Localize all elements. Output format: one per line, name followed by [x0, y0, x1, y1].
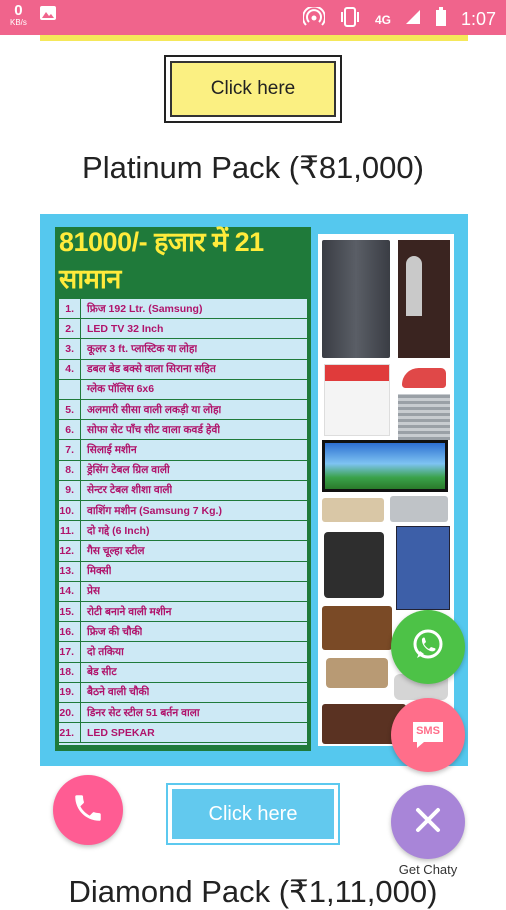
list-item-number: 3.	[59, 339, 81, 358]
list-item-text: कूलर 3 ft. प्लास्टिक या लोहा	[87, 342, 198, 355]
hotspot-icon	[303, 7, 325, 32]
list-item	[59, 339, 307, 359]
phone-call-button[interactable]	[53, 775, 123, 845]
list-item-text: सिलाई मशीन	[87, 443, 137, 456]
list-item	[59, 663, 307, 683]
list-item-text: फ्रिज 192 Ltr. (Samsung)	[87, 302, 203, 315]
image-icon	[39, 5, 57, 26]
yellow-divider	[40, 35, 468, 41]
list-item	[59, 582, 307, 602]
list-item	[59, 602, 307, 622]
status-bar	[0, 0, 506, 35]
banner-heading: 81000/- हजार में 21 सामान	[59, 231, 307, 287]
list-item	[59, 541, 307, 561]
list-item-number: 9.	[59, 481, 81, 500]
data-rate-value: 0	[14, 2, 23, 19]
list-item-text: डिनर सेट स्टील 51 बर्तन वाला	[87, 706, 200, 719]
list-item-number: 19.	[59, 683, 81, 702]
data-rate-unit: KB/s	[10, 18, 27, 27]
list-item	[59, 683, 307, 703]
list-item-number: 14.	[59, 582, 81, 601]
list-item-number: 8.	[59, 461, 81, 480]
list-item-number: 5.	[59, 400, 81, 419]
signal-icon	[405, 9, 421, 30]
clock: 1:07	[460, 9, 496, 29]
list-item	[59, 481, 307, 501]
list-item-number: 16.	[59, 622, 81, 641]
list-item-text: LED TV 32 Inch	[87, 322, 164, 335]
list-item-text: अलमारी सीसा वाली लकड़ी या लोहा	[87, 403, 222, 416]
list-item-text: वाशिंग मशीन (Samsung 7 Kg.)	[87, 504, 222, 517]
diamond-pack-title: Diamond Pack (₹1,11,000)	[68, 874, 438, 909]
item-list	[59, 299, 307, 745]
tv-image	[322, 440, 448, 492]
list-item-text: बेड सीट	[87, 666, 117, 679]
list-item-number: 17.	[59, 642, 81, 661]
mattress-image	[322, 498, 384, 522]
list-item	[59, 299, 307, 319]
battery-icon	[435, 7, 447, 32]
sms-label: SMS	[416, 725, 440, 737]
platinum-pack-title: Platinum Pack (₹81,000)	[82, 150, 424, 185]
list-item	[59, 622, 307, 642]
list-item-number: 21.	[59, 723, 81, 742]
list-item	[59, 723, 307, 743]
list-item-number: 13.	[59, 562, 81, 581]
list-item-number: 2.	[59, 319, 81, 338]
click-here-label-blue: Click here	[172, 789, 334, 839]
list-item-text: सोफा सेट पाँच सीट वाला कवर्ड हेवी	[87, 423, 221, 436]
list-item-text: डबल बेड बक्से वाला सिराना सहित	[87, 363, 216, 376]
gas-stove-image	[390, 496, 448, 522]
list-item-text: दो गद्दे (6 Inch)	[87, 524, 150, 537]
list-item	[59, 420, 307, 440]
wardrobe-image	[398, 240, 450, 358]
list-item	[59, 562, 307, 582]
get-chaty-label: Get Chaty	[398, 862, 458, 877]
fridge-image	[322, 240, 390, 358]
list-item-number: 7.	[59, 440, 81, 459]
list-item-text: ग्लेक पॉलिस 6x6	[87, 383, 155, 396]
list-item-number: 15.	[59, 602, 81, 621]
click-here-label: Click here	[170, 61, 336, 117]
list-item-number: 6.	[59, 420, 81, 439]
item-list-panel	[55, 227, 311, 751]
data-rate-indicator	[10, 4, 27, 27]
list-item-number: 10.	[59, 501, 81, 520]
sofa-image	[326, 658, 388, 688]
list-item-text: फ्रिज की चौकी	[87, 625, 143, 638]
list-item-text: मिक्सी	[87, 565, 112, 578]
close-icon	[413, 805, 443, 840]
washing-machine-image	[324, 364, 390, 436]
list-item	[59, 501, 307, 521]
list-item	[59, 319, 307, 339]
list-item-text: बैठने वाली चौकी	[87, 686, 150, 699]
list-item-number: 18.	[59, 663, 81, 682]
chaty-close-button[interactable]	[391, 785, 465, 859]
whatsapp-icon	[408, 625, 448, 670]
list-item-text: दो तकिया	[87, 645, 124, 658]
list-item-text: ड्रेसिंग टेबल ग्रिल वाली	[87, 464, 170, 477]
list-item-number: 11.	[59, 521, 81, 540]
list-item	[59, 703, 307, 723]
almirah-image	[396, 526, 450, 610]
list-item-text: गैस चूल्हा स्टील	[87, 544, 145, 557]
vibrate-icon	[339, 7, 361, 32]
list-item	[59, 400, 307, 420]
list-item-text: रोटी बनाने वाली मशीन	[87, 605, 172, 618]
list-item-text: प्रेस	[87, 585, 101, 598]
list-item	[59, 642, 307, 662]
list-item	[59, 380, 307, 400]
list-item-text: सेन्टर टेबल शीशा वाली	[87, 484, 173, 497]
whatsapp-button[interactable]	[391, 610, 465, 684]
network-type: 4G	[374, 12, 391, 27]
phone-icon	[71, 791, 105, 830]
list-item-number	[59, 380, 81, 399]
list-item	[59, 440, 307, 460]
click-here-button-blue[interactable]	[166, 783, 340, 845]
list-item	[59, 521, 307, 541]
list-item-number: 1.	[59, 299, 81, 318]
list-item-number: 20.	[59, 703, 81, 722]
list-item-number: 12.	[59, 541, 81, 560]
list-item-text: LED SPEKAR	[87, 726, 155, 739]
list-item-number: 4.	[59, 360, 81, 379]
platinum-pack-banner	[40, 214, 468, 766]
sms-icon	[410, 720, 446, 750]
sms-button[interactable]	[391, 698, 465, 772]
click-here-button-yellow[interactable]	[164, 55, 342, 123]
list-item	[59, 461, 307, 481]
list-item	[59, 360, 307, 380]
cooler-image	[398, 394, 450, 440]
iron-image	[402, 368, 446, 388]
center-table-image	[322, 606, 392, 650]
sewing-machine-image	[324, 532, 384, 598]
